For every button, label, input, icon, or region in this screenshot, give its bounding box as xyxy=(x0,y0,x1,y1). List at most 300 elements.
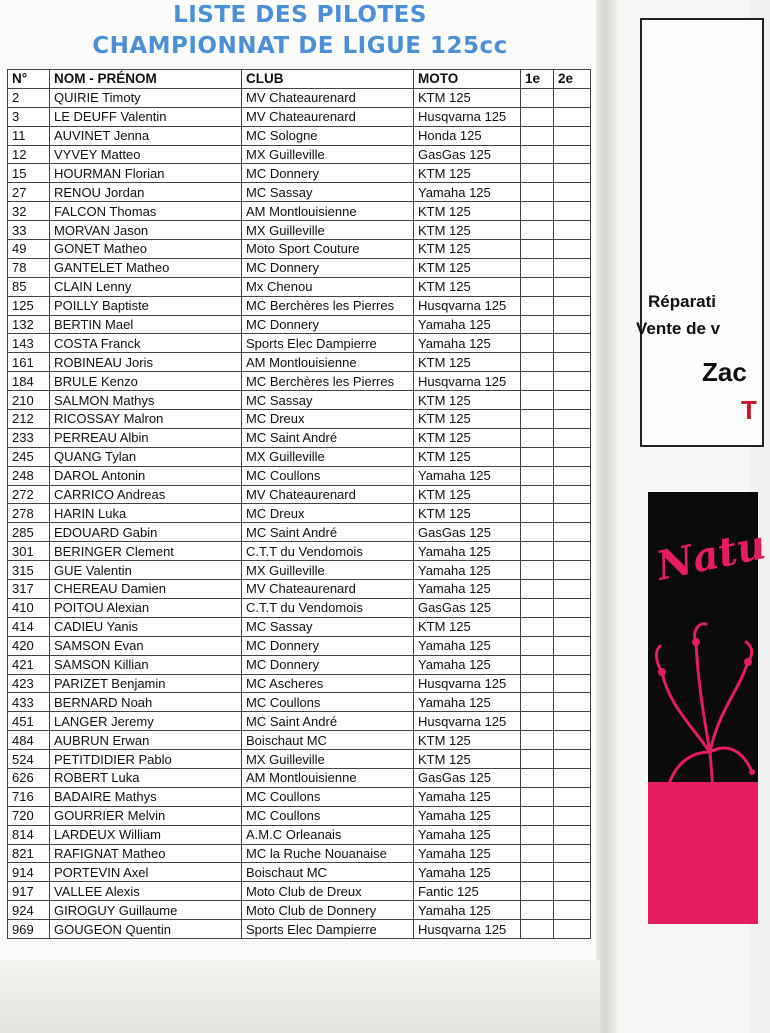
cell-race1 xyxy=(521,636,554,655)
cell-race2 xyxy=(554,806,591,825)
cell-race2 xyxy=(554,88,591,107)
cell-race2 xyxy=(554,523,591,542)
cell-number: 716 xyxy=(8,787,50,806)
cell-club: MC la Ruche Nouanaise xyxy=(242,844,414,863)
cell-race1 xyxy=(521,447,554,466)
table-row xyxy=(8,863,591,882)
cell-number: 720 xyxy=(8,806,50,825)
cell-name: POILLY Baptiste xyxy=(50,296,242,315)
cell-race2 xyxy=(554,277,591,296)
cell-club: MC Dreux xyxy=(242,410,414,429)
table-row xyxy=(8,920,591,939)
cell-race2 xyxy=(554,145,591,164)
cell-moto: KTM 125 xyxy=(414,750,521,769)
cell-race1 xyxy=(521,542,554,561)
cell-race1 xyxy=(521,863,554,882)
cell-race2 xyxy=(554,466,591,485)
cell-club: A.M.C Orleanais xyxy=(242,825,414,844)
table-row xyxy=(8,334,591,353)
cell-club: MC Donnery xyxy=(242,315,414,334)
cell-race2 xyxy=(554,598,591,617)
cell-race2 xyxy=(554,410,591,429)
table-row xyxy=(8,126,591,145)
table-row xyxy=(8,674,591,693)
cell-number: 233 xyxy=(8,428,50,447)
cell-moto: GasGas 125 xyxy=(414,768,521,787)
cell-name: AUVINET Jenna xyxy=(50,126,242,145)
table-row xyxy=(8,787,591,806)
cell-race2 xyxy=(554,447,591,466)
cell-moto: KTM 125 xyxy=(414,258,521,277)
cell-race2 xyxy=(554,674,591,693)
table-row xyxy=(8,372,591,391)
cell-club: MX Guilleville xyxy=(242,145,414,164)
cell-race2 xyxy=(554,731,591,750)
cell-number: 317 xyxy=(8,580,50,599)
cell-race1 xyxy=(521,901,554,920)
cell-name: RAFIGNAT Matheo xyxy=(50,844,242,863)
ad-text-line2: Vente de v xyxy=(636,319,721,338)
table-row xyxy=(8,145,591,164)
cell-race1 xyxy=(521,183,554,202)
cell-moto: Husqvarna 125 xyxy=(414,107,521,126)
table-row xyxy=(8,844,591,863)
cell-race2 xyxy=(554,863,591,882)
cell-race2 xyxy=(554,202,591,221)
cell-club: Sports Elec Dampierre xyxy=(242,334,414,353)
cell-race1 xyxy=(521,107,554,126)
cell-club: MC Sologne xyxy=(242,126,414,145)
cell-race1 xyxy=(521,296,554,315)
table-row xyxy=(8,712,591,731)
ad-text-line3: Zac xyxy=(702,357,747,387)
table-row xyxy=(8,636,591,655)
table-row xyxy=(8,428,591,447)
table-row xyxy=(8,447,591,466)
cell-moto: Yamaha 125 xyxy=(414,561,521,580)
cell-moto: GasGas 125 xyxy=(414,523,521,542)
cell-race2 xyxy=(554,561,591,580)
cell-race1 xyxy=(521,315,554,334)
cell-name: BERNARD Noah xyxy=(50,693,242,712)
header-race2: 2e xyxy=(554,70,591,89)
cell-moto: Yamaha 125 xyxy=(414,580,521,599)
cell-race1 xyxy=(521,164,554,183)
cell-moto: Yamaha 125 xyxy=(414,183,521,202)
cell-race1 xyxy=(521,353,554,372)
cell-race1 xyxy=(521,258,554,277)
cell-name: CLAIN Lenny xyxy=(50,277,242,296)
cell-club: MC Donnery xyxy=(242,655,414,674)
cell-club: MC Sassay xyxy=(242,183,414,202)
cell-race1 xyxy=(521,617,554,636)
cell-race1 xyxy=(521,731,554,750)
cell-race2 xyxy=(554,391,591,410)
cell-number: 421 xyxy=(8,655,50,674)
header-moto: MOTO xyxy=(414,70,521,89)
cell-name: HOURMAN Florian xyxy=(50,164,242,183)
cell-number: 278 xyxy=(8,504,50,523)
cell-race2 xyxy=(554,315,591,334)
cell-club: MC Saint André xyxy=(242,428,414,447)
table-row xyxy=(8,202,591,221)
cell-moto: KTM 125 xyxy=(414,391,521,410)
cell-race1 xyxy=(521,277,554,296)
cell-race2 xyxy=(554,768,591,787)
cell-race1 xyxy=(521,504,554,523)
cell-name: RICOSSAY Malron xyxy=(50,410,242,429)
cell-race1 xyxy=(521,428,554,447)
cell-number: 161 xyxy=(8,353,50,372)
cell-club: MC Dreux xyxy=(242,504,414,523)
cell-moto: Yamaha 125 xyxy=(414,844,521,863)
cell-club: MX Guilleville xyxy=(242,561,414,580)
cell-club: MV Chateaurenard xyxy=(242,580,414,599)
cell-race1 xyxy=(521,410,554,429)
cell-club: Moto Sport Couture xyxy=(242,240,414,259)
cell-race1 xyxy=(521,145,554,164)
cell-name: GUE Valentin xyxy=(50,561,242,580)
cell-name: LARDEUX William xyxy=(50,825,242,844)
cell-name: VALLEE Alexis xyxy=(50,882,242,901)
cell-club: MC Donnery xyxy=(242,164,414,183)
cell-club: Moto Club de Dreux xyxy=(242,882,414,901)
cell-club: MC Coullons xyxy=(242,787,414,806)
cell-moto: GasGas 125 xyxy=(414,598,521,617)
cell-race2 xyxy=(554,504,591,523)
cell-moto: Husqvarna 125 xyxy=(414,712,521,731)
cell-club: MX Guilleville xyxy=(242,221,414,240)
cell-number: 27 xyxy=(8,183,50,202)
table-row xyxy=(8,258,591,277)
cell-race2 xyxy=(554,164,591,183)
cell-race2 xyxy=(554,126,591,145)
table-header-row xyxy=(8,70,591,89)
cell-moto: KTM 125 xyxy=(414,353,521,372)
cell-name: GIROGUY Guillaume xyxy=(50,901,242,920)
cell-race2 xyxy=(554,428,591,447)
cell-race1 xyxy=(521,485,554,504)
cell-moto: KTM 125 xyxy=(414,731,521,750)
cell-number: 484 xyxy=(8,731,50,750)
cell-number: 11 xyxy=(8,126,50,145)
table-row xyxy=(8,825,591,844)
cell-number: 15 xyxy=(8,164,50,183)
cell-moto: Husqvarna 125 xyxy=(414,372,521,391)
table-row xyxy=(8,655,591,674)
table-row xyxy=(8,768,591,787)
cell-club: MC Coullons xyxy=(242,466,414,485)
flower-icon xyxy=(648,602,758,922)
cell-club: Sports Elec Dampierre xyxy=(242,920,414,939)
cell-name: PARIZET Benjamin xyxy=(50,674,242,693)
cell-race2 xyxy=(554,542,591,561)
table-row xyxy=(8,617,591,636)
cell-race2 xyxy=(554,825,591,844)
cell-race1 xyxy=(521,750,554,769)
cell-race1 xyxy=(521,693,554,712)
cell-name: BADAIRE Mathys xyxy=(50,787,242,806)
cell-number: 821 xyxy=(8,844,50,863)
cell-name: POITOU Alexian xyxy=(50,598,242,617)
cell-race1 xyxy=(521,768,554,787)
cell-club: MC Sassay xyxy=(242,391,414,410)
cell-race2 xyxy=(554,636,591,655)
page-title-line2: CHAMPIONNAT DE LIGUE 125cc xyxy=(92,33,508,59)
cell-name: CADIEU Yanis xyxy=(50,617,242,636)
cell-moto: Yamaha 125 xyxy=(414,542,521,561)
cell-name: PORTEVIN Axel xyxy=(50,863,242,882)
cell-moto: Yamaha 125 xyxy=(414,901,521,920)
table-row xyxy=(8,240,591,259)
cell-number: 210 xyxy=(8,391,50,410)
cell-race1 xyxy=(521,882,554,901)
cell-name: PERREAU Albin xyxy=(50,428,242,447)
cell-number: 315 xyxy=(8,561,50,580)
cell-moto: Husqvarna 125 xyxy=(414,296,521,315)
cell-club: MC Coullons xyxy=(242,806,414,825)
cell-race1 xyxy=(521,202,554,221)
cell-number: 420 xyxy=(8,636,50,655)
cell-name: EDOUARD Gabin xyxy=(50,523,242,542)
cell-number: 2 xyxy=(8,88,50,107)
table-row xyxy=(8,561,591,580)
cell-number: 143 xyxy=(8,334,50,353)
cell-name: PETITDIDIER Pablo xyxy=(50,750,242,769)
ad-text-line4: T xyxy=(741,395,757,425)
cell-name: MORVAN Jason xyxy=(50,221,242,240)
cell-moto: KTM 125 xyxy=(414,202,521,221)
cell-number: 814 xyxy=(8,825,50,844)
cell-number: 917 xyxy=(8,882,50,901)
cell-number: 184 xyxy=(8,372,50,391)
poster-ad xyxy=(648,492,770,924)
cell-moto: Yamaha 125 xyxy=(414,787,521,806)
table-row xyxy=(8,107,591,126)
cell-race1 xyxy=(521,712,554,731)
cell-number: 423 xyxy=(8,674,50,693)
cell-race2 xyxy=(554,787,591,806)
table-row xyxy=(8,466,591,485)
cell-number: 125 xyxy=(8,296,50,315)
cell-race2 xyxy=(554,920,591,939)
cell-race2 xyxy=(554,258,591,277)
cell-number: 301 xyxy=(8,542,50,561)
cell-moto: Fantic 125 xyxy=(414,882,521,901)
cell-race2 xyxy=(554,655,591,674)
table-row xyxy=(8,523,591,542)
cell-race1 xyxy=(521,334,554,353)
cell-moto: KTM 125 xyxy=(414,164,521,183)
cell-moto: KTM 125 xyxy=(414,277,521,296)
page-gutter xyxy=(596,0,618,1033)
cell-name: RENOU Jordan xyxy=(50,183,242,202)
cell-race1 xyxy=(521,561,554,580)
cell-race2 xyxy=(554,617,591,636)
table-row xyxy=(8,410,591,429)
header-number: N° xyxy=(8,70,50,89)
table-row xyxy=(8,485,591,504)
cell-number: 451 xyxy=(8,712,50,731)
cell-race1 xyxy=(521,391,554,410)
cell-club: C.T.T du Vendomois xyxy=(242,598,414,617)
table-row xyxy=(8,88,591,107)
ad-text-line1: Réparati xyxy=(648,292,717,311)
page-title-line1: LISTE DES PILOTES xyxy=(173,2,427,28)
cell-race1 xyxy=(521,787,554,806)
cell-number: 414 xyxy=(8,617,50,636)
table-row xyxy=(8,901,591,920)
cell-club: MV Chateaurenard xyxy=(242,88,414,107)
cell-race1 xyxy=(521,598,554,617)
cell-club: MC Sassay xyxy=(242,617,414,636)
cell-club: MC Ascheres xyxy=(242,674,414,693)
cell-number: 924 xyxy=(8,901,50,920)
cell-club: MC Berchères les Pierres xyxy=(242,296,414,315)
table-row xyxy=(8,580,591,599)
cell-moto: Yamaha 125 xyxy=(414,466,521,485)
cell-race2 xyxy=(554,580,591,599)
cell-club: Boischaut MC xyxy=(242,731,414,750)
cell-moto: Yamaha 125 xyxy=(414,334,521,353)
cell-race1 xyxy=(521,580,554,599)
cell-club: MC Berchères les Pierres xyxy=(242,372,414,391)
cell-name: ROBERT Luka xyxy=(50,768,242,787)
table-row xyxy=(8,315,591,334)
cell-name: BRULE Kenzo xyxy=(50,372,242,391)
table-row xyxy=(8,598,591,617)
header-club: CLUB xyxy=(242,70,414,89)
cell-race2 xyxy=(554,844,591,863)
cell-moto: Husqvarna 125 xyxy=(414,674,521,693)
cell-moto: KTM 125 xyxy=(414,485,521,504)
cell-number: 3 xyxy=(8,107,50,126)
cell-club: Mx Chenou xyxy=(242,277,414,296)
cell-race2 xyxy=(554,296,591,315)
cell-moto: Yamaha 125 xyxy=(414,315,521,334)
cell-race2 xyxy=(554,882,591,901)
cell-moto: Yamaha 125 xyxy=(414,806,521,825)
cell-club: MC Donnery xyxy=(242,636,414,655)
cell-moto: KTM 125 xyxy=(414,617,521,636)
riders-table xyxy=(7,69,591,939)
cell-race2 xyxy=(554,107,591,126)
cell-moto: KTM 125 xyxy=(414,447,521,466)
cell-race1 xyxy=(521,674,554,693)
cell-number: 49 xyxy=(8,240,50,259)
table-row xyxy=(8,353,591,372)
cell-club: Moto Club de Donnery xyxy=(242,901,414,920)
table-row xyxy=(8,277,591,296)
cell-name: QUANG Tylan xyxy=(50,447,242,466)
cell-moto: GasGas 125 xyxy=(414,145,521,164)
header-race1: 1e xyxy=(521,70,554,89)
cell-number: 245 xyxy=(8,447,50,466)
cell-moto: KTM 125 xyxy=(414,240,521,259)
table-row xyxy=(8,806,591,825)
cell-name: ROBINEAU Joris xyxy=(50,353,242,372)
cell-race2 xyxy=(554,485,591,504)
cell-club: MX Guilleville xyxy=(242,447,414,466)
cell-name: HARIN Luka xyxy=(50,504,242,523)
cell-club: MX Guilleville xyxy=(242,750,414,769)
table-row xyxy=(8,693,591,712)
table-row xyxy=(8,542,591,561)
table-row xyxy=(8,183,591,202)
cell-number: 272 xyxy=(8,485,50,504)
cell-number: 132 xyxy=(8,315,50,334)
cell-name: SALMON Mathys xyxy=(50,391,242,410)
cell-name: CHEREAU Damien xyxy=(50,580,242,599)
table-row xyxy=(8,164,591,183)
cell-number: 212 xyxy=(8,410,50,429)
cell-name: GONET Matheo xyxy=(50,240,242,259)
table-row xyxy=(8,731,591,750)
cell-race1 xyxy=(521,221,554,240)
cell-race1 xyxy=(521,466,554,485)
cell-race1 xyxy=(521,825,554,844)
cell-race2 xyxy=(554,750,591,769)
cell-name: SAMSON Killian xyxy=(50,655,242,674)
cell-race2 xyxy=(554,334,591,353)
cell-race1 xyxy=(521,920,554,939)
table-row xyxy=(8,882,591,901)
cell-race2 xyxy=(554,901,591,920)
cell-number: 969 xyxy=(8,920,50,939)
cell-number: 524 xyxy=(8,750,50,769)
cell-name: LE DEUFF Valentin xyxy=(50,107,242,126)
cell-moto: KTM 125 xyxy=(414,504,521,523)
cell-number: 285 xyxy=(8,523,50,542)
cell-moto: Husqvarna 125 xyxy=(414,920,521,939)
cell-race2 xyxy=(554,240,591,259)
poster-script-text: Natu xyxy=(652,521,770,590)
cell-name: COSTA Franck xyxy=(50,334,242,353)
table-row xyxy=(8,504,591,523)
cell-race1 xyxy=(521,523,554,542)
cell-moto: Yamaha 125 xyxy=(414,863,521,882)
cell-number: 32 xyxy=(8,202,50,221)
cell-moto: KTM 125 xyxy=(414,410,521,429)
cell-number: 85 xyxy=(8,277,50,296)
cell-name: FALCON Thomas xyxy=(50,202,242,221)
cell-race2 xyxy=(554,693,591,712)
cell-race2 xyxy=(554,221,591,240)
table-row xyxy=(8,296,591,315)
cell-race1 xyxy=(521,655,554,674)
cell-club: MC Coullons xyxy=(242,693,414,712)
cell-race2 xyxy=(554,353,591,372)
cell-club: AM Montlouisienne xyxy=(242,202,414,221)
cell-moto: KTM 125 xyxy=(414,221,521,240)
cell-moto: Yamaha 125 xyxy=(414,655,521,674)
cell-club: MC Saint André xyxy=(242,523,414,542)
cell-moto: Honda 125 xyxy=(414,126,521,145)
cell-club: Boischaut MC xyxy=(242,863,414,882)
cell-name: BERINGER Clement xyxy=(50,542,242,561)
cell-race1 xyxy=(521,806,554,825)
cell-name: CARRICO Andreas xyxy=(50,485,242,504)
cell-name: BERTIN Mael xyxy=(50,315,242,334)
cell-club: MC Saint André xyxy=(242,712,414,731)
cell-race1 xyxy=(521,372,554,391)
cell-club: C.T.T du Vendomois xyxy=(242,542,414,561)
cell-name: DAROL Antonin xyxy=(50,466,242,485)
cell-race1 xyxy=(521,844,554,863)
cell-name: QUIRIE Timoty xyxy=(50,88,242,107)
table-row xyxy=(8,750,591,769)
cell-club: MC Donnery xyxy=(242,258,414,277)
